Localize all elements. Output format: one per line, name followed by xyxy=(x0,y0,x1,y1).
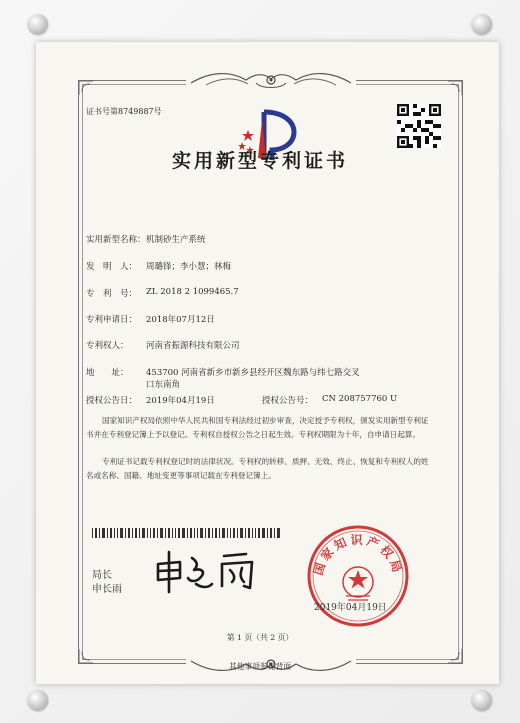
barcode-strip-icon xyxy=(92,528,282,538)
frame-pin-icon xyxy=(28,14,48,34)
utility-model-name-value: 机制砂生产系统 xyxy=(146,235,206,245)
grant-date-label: 授权公告日： xyxy=(86,396,138,406)
seal-date: 2019年04月19日 xyxy=(314,603,387,613)
inventor-label: 发 明 人： xyxy=(86,262,138,272)
page-indicator: 第 1 页（共 2 页） xyxy=(226,633,294,642)
address-line-1: 453700 河南省新乡市新乡县经开区魏东路与纬七路交叉 xyxy=(146,368,360,378)
patentee-value: 河南省振源科技有限公司 xyxy=(146,341,240,351)
address-line-2: 口东南角 xyxy=(146,380,181,390)
inventor-value: 周璐锋；李小慧；林梅 xyxy=(146,262,232,272)
qr-code-icon xyxy=(397,104,441,148)
official-seal-icon xyxy=(304,522,412,630)
grant-date-value: 2019年04月19日 xyxy=(146,396,215,406)
back-notice: 其他事项参见背面 xyxy=(228,662,292,671)
address-label: 地 址： xyxy=(86,368,129,378)
certificate-title: 实用新型专利证书 xyxy=(171,150,348,172)
cert-no-value: 8749887 xyxy=(118,107,154,116)
cert-no-suffix: 号 xyxy=(153,107,162,116)
utility-model-name-label: 实用新型名称： xyxy=(86,235,146,245)
certificate-paragraph-2: 专利证书记载专利权登记时的法律状况。专利权的转移、质押、无效、终止、恢复和专利权人的姓名或名称、国籍、地址变更等事项记载在专利登记簿上。 xyxy=(86,457,429,480)
corner-flourish-icon xyxy=(77,79,95,97)
patentee-label: 专利权人： xyxy=(86,341,129,351)
cert-no-label: 证书号第 xyxy=(86,107,118,116)
patent-number-label: 专 利 号： xyxy=(86,289,138,299)
certificate-number xyxy=(86,106,162,117)
director-signature-image xyxy=(150,548,270,594)
certificate-paragraph-1: 国家知识产权局依照中华人民共和国专利法经过初步审查，决定授予专利权，颁发实用新型专利证书并在专利登记簿上予以登记。专利权自授权公告之日起生效。专利权期限为十年，自申请日起算。 xyxy=(86,416,429,439)
patent-number-value: ZL 2018 2 1099465.7 xyxy=(146,287,239,297)
application-date-label: 专利申请日： xyxy=(86,315,138,325)
corner-flourish-icon xyxy=(446,79,464,97)
seal-text: 国家知识产权局 xyxy=(310,533,406,577)
grant-number-value: CN 208757760 U xyxy=(322,394,398,404)
grant-number-label: 授权公告号： xyxy=(262,396,314,406)
top-ornament-icon xyxy=(79,69,462,91)
frame-pin-icon xyxy=(472,690,492,710)
frame-pin-icon xyxy=(28,690,48,710)
director-title-label: 局长 xyxy=(92,570,112,581)
frame-pin-icon xyxy=(472,14,492,34)
director-name-label: 申长雨 xyxy=(92,584,122,595)
application-date-value: 2018年07月12日 xyxy=(146,315,215,325)
